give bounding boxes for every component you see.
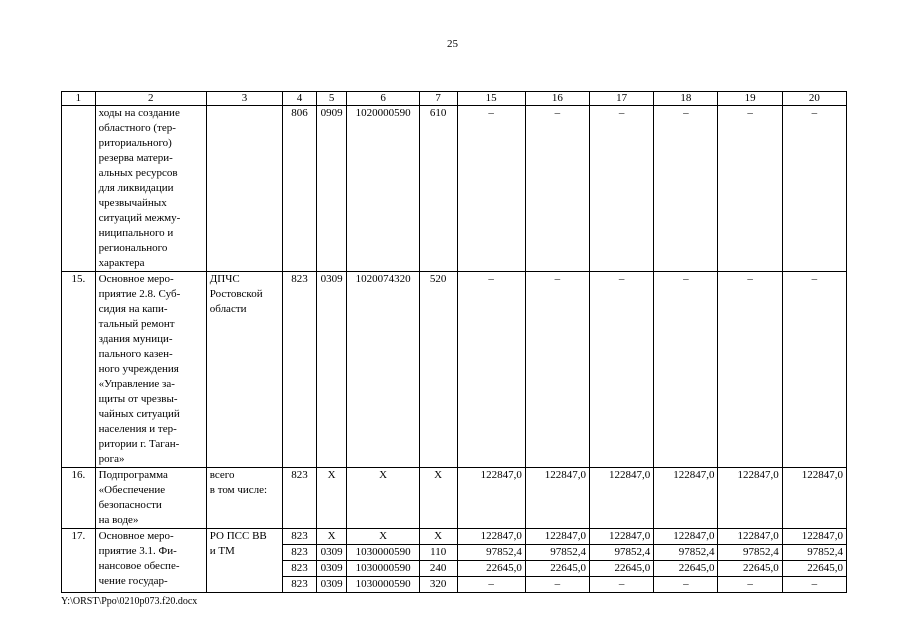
name-cell (95, 272, 206, 468)
num-cell: 15. (62, 272, 96, 468)
code-cell: 823 (283, 545, 317, 561)
name-cell (95, 529, 206, 593)
table-row (62, 529, 847, 545)
value-cell: 122847,0 (590, 529, 654, 545)
name-cell-line: ритории г. Таган- (98, 438, 180, 450)
name-cell-line: сидия на капи- (98, 303, 168, 315)
name-cell-line: населения и тер- (98, 423, 177, 435)
exec-cell (206, 106, 282, 272)
value-cell: – (525, 577, 589, 593)
name-cell-line: приятие 3.1. Фи- (98, 545, 177, 557)
code-cell: 1020000590 (347, 106, 419, 272)
value-cell: – (782, 577, 846, 593)
value-cell: – (654, 577, 718, 593)
header-cell: 2 (95, 92, 206, 106)
name-cell-line: ниципального и (98, 227, 174, 239)
value-cell: 97852,4 (718, 545, 782, 561)
exec-cell (206, 468, 282, 529)
code-cell: 806 (283, 106, 317, 272)
code-cell: 823 (283, 577, 317, 593)
code-cell: 520 (419, 272, 457, 468)
value-cell: – (654, 272, 718, 468)
exec-cell-line: всего (209, 469, 235, 481)
header-cell: 15 (457, 92, 525, 106)
exec-cell-line: РО ПСС ВВ (209, 530, 267, 542)
value-cell: 122847,0 (525, 468, 589, 529)
value-cell: 22645,0 (457, 561, 525, 577)
value-cell: 122847,0 (590, 468, 654, 529)
name-cell-line: нансовое обеспе- (98, 560, 180, 572)
code-cell: 320 (419, 577, 457, 593)
value-cell: – (457, 106, 525, 272)
table-header-row (62, 92, 847, 106)
header-cell: 7 (419, 92, 457, 106)
table-row (62, 106, 847, 272)
header-cell: 5 (316, 92, 347, 106)
name-cell-line: чрезвычайных (98, 197, 167, 209)
value-cell: – (457, 577, 525, 593)
name-cell-line: здания муници- (98, 333, 173, 345)
code-cell: Х (419, 529, 457, 545)
value-cell: – (718, 272, 782, 468)
code-cell: Х (316, 468, 347, 529)
code-cell: 0909 (316, 106, 347, 272)
value-cell: 122847,0 (718, 529, 782, 545)
value-cell: 122847,0 (782, 468, 846, 529)
name-cell-line: резерва матери- (98, 152, 173, 164)
value-cell: – (718, 577, 782, 593)
header-cell: 1 (62, 92, 96, 106)
table-row (62, 468, 847, 529)
value-cell: 122847,0 (782, 529, 846, 545)
value-cell: – (457, 272, 525, 468)
header-cell: 6 (347, 92, 419, 106)
value-cell: – (654, 106, 718, 272)
value-cell: 97852,4 (525, 545, 589, 561)
value-cell: – (590, 106, 654, 272)
header-cell: 18 (654, 92, 718, 106)
name-cell-line: Основное меро- (98, 530, 174, 542)
name-cell-line: «Управление за- (98, 378, 175, 390)
code-cell: 240 (419, 561, 457, 577)
name-cell-line: щиты от чрезвы- (98, 393, 178, 405)
name-cell-line: альных ресурсов (98, 167, 178, 179)
value-cell: – (718, 106, 782, 272)
value-cell: 97852,4 (782, 545, 846, 561)
num-cell: 17. (62, 529, 96, 593)
name-cell-line: чение государ- (98, 575, 168, 587)
value-cell: – (782, 272, 846, 468)
code-cell: Х (316, 529, 347, 545)
exec-cell (206, 272, 282, 468)
file-path-footer: Y:\ORST\Ppo\0210p073.f20.docx (61, 596, 198, 607)
value-cell: 122847,0 (457, 468, 525, 529)
table-row (62, 272, 847, 468)
value-cell: 22645,0 (654, 561, 718, 577)
name-cell (95, 106, 206, 272)
value-cell: – (782, 106, 846, 272)
name-cell-line: тальный ремонт (98, 318, 175, 330)
header-cell: 4 (283, 92, 317, 106)
code-cell: 823 (283, 468, 317, 529)
value-cell: 122847,0 (525, 529, 589, 545)
code-cell: Х (347, 468, 419, 529)
exec-cell (206, 529, 282, 593)
value-cell: – (590, 577, 654, 593)
code-cell: 1030000590 (347, 545, 419, 561)
value-cell: 122847,0 (718, 468, 782, 529)
header-cell: 19 (718, 92, 782, 106)
code-cell: 823 (283, 561, 317, 577)
header-cell: 3 (206, 92, 282, 106)
exec-cell-line: в том числе: (209, 484, 268, 496)
code-cell: 110 (419, 545, 457, 561)
code-cell: 0309 (316, 561, 347, 577)
exec-cell-line: Ростовской (209, 288, 263, 300)
code-cell: Х (347, 529, 419, 545)
code-cell: 610 (419, 106, 457, 272)
value-cell: 97852,4 (590, 545, 654, 561)
name-cell-line: рога» (98, 453, 125, 465)
name-cell-line: регионального (98, 242, 168, 254)
value-cell: 22645,0 (782, 561, 846, 577)
value-cell: 22645,0 (525, 561, 589, 577)
code-cell: 1030000590 (347, 577, 419, 593)
value-cell: 97852,4 (654, 545, 718, 561)
code-cell: 0309 (316, 577, 347, 593)
code-cell: 0309 (316, 545, 347, 561)
name-cell-line: Подпрограмма (98, 469, 168, 481)
header-cell: 20 (782, 92, 846, 106)
value-cell: 22645,0 (718, 561, 782, 577)
code-cell: 823 (283, 272, 317, 468)
name-cell-line: приятие 2.8. Суб- (98, 288, 181, 300)
num-cell: 16. (62, 468, 96, 529)
num-cell (62, 106, 96, 272)
exec-cell-line: области (209, 303, 247, 315)
value-cell: – (590, 272, 654, 468)
page-number: 25 (447, 38, 458, 50)
code-cell: 0309 (316, 272, 347, 468)
code-cell: 1020074320 (347, 272, 419, 468)
name-cell-line: ходы на создание (98, 107, 180, 119)
code-cell: Х (419, 468, 457, 529)
code-cell: 1030000590 (347, 561, 419, 577)
header-cell: 17 (590, 92, 654, 106)
exec-cell-line: и ТМ (209, 545, 235, 557)
value-cell: 97852,4 (457, 545, 525, 561)
name-cell-line: ситуаций межму- (98, 212, 181, 224)
name-cell-line: на воде» (98, 514, 139, 526)
name-cell-line: Основное меро- (98, 273, 174, 285)
name-cell-line: безопасности (98, 499, 162, 511)
name-cell-line: пального казен- (98, 348, 173, 360)
name-cell-line: «Обеспечение (98, 484, 166, 496)
name-cell-line: областного (тер- (98, 122, 176, 134)
name-cell-line: риториального) (98, 137, 172, 149)
budget-table (61, 91, 847, 593)
value-cell: 122847,0 (457, 529, 525, 545)
exec-cell-line: ДПЧС (209, 273, 240, 285)
code-cell: 823 (283, 529, 317, 545)
name-cell-line: характера (98, 257, 145, 269)
header-cell: 16 (525, 92, 589, 106)
name-cell-line: ного учреждения (98, 363, 179, 375)
value-cell: 122847,0 (654, 468, 718, 529)
value-cell: – (525, 106, 589, 272)
name-cell-line: чайных ситуаций (98, 408, 180, 420)
value-cell: 22645,0 (590, 561, 654, 577)
value-cell: 122847,0 (654, 529, 718, 545)
name-cell-line: для ликвидации (98, 182, 174, 194)
value-cell: – (525, 272, 589, 468)
table-body (62, 92, 847, 593)
name-cell (95, 468, 206, 529)
